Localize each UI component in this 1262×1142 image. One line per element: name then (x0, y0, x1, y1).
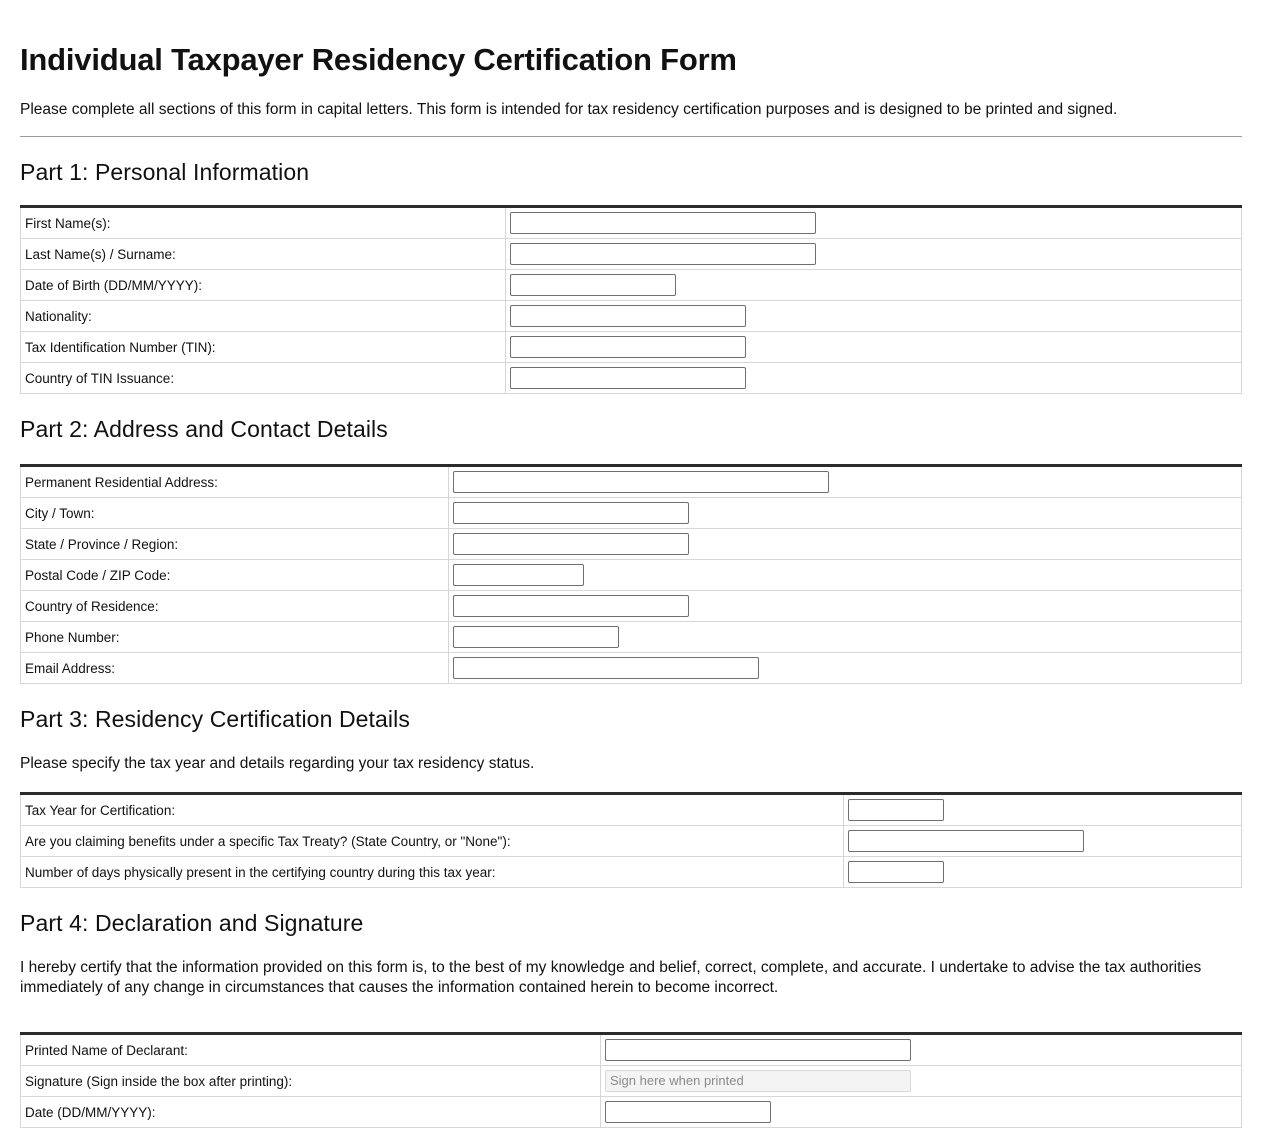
signature-box[interactable]: Sign here when printed (605, 1070, 911, 1092)
part3-intro: Please specify the tax year and details regarding your tax residency status. (20, 755, 535, 772)
dob-label: Date of Birth (DD/MM/YYYY): (21, 270, 506, 301)
table-row (21, 363, 1242, 394)
postal-code-input[interactable] (453, 564, 584, 586)
table-row (21, 1066, 1242, 1097)
address-input[interactable] (453, 471, 829, 493)
state-label: State / Province / Region: (21, 529, 449, 560)
address-label: Permanent Residential Address: (21, 466, 449, 498)
days-present-label: Number of days physically present in the certifying country during this tax year: (21, 857, 844, 888)
table-row (21, 591, 1242, 622)
tin-label: Tax Identification Number (TIN): (21, 332, 506, 363)
table-row (21, 794, 1242, 826)
postal-code-label: Postal Code / ZIP Code: (21, 560, 449, 591)
sign-date-input[interactable] (605, 1101, 771, 1123)
last-name-label: Last Name(s) / Surname: (21, 239, 506, 270)
intro-text: Please complete all sections of this form in capital letters. This form is intended for tax residency certification purposes and is designed to be printed and signed. (20, 101, 1118, 118)
email-label: Email Address: (21, 653, 449, 684)
phone-input[interactable] (453, 626, 619, 648)
nationality-input[interactable] (510, 305, 746, 327)
email-input[interactable] (453, 657, 759, 679)
signature-table (20, 1032, 1242, 1128)
tax-year-input[interactable] (848, 799, 944, 821)
country-residence-label: Country of Residence: (21, 591, 449, 622)
residency-details-table (20, 792, 1242, 888)
tin-country-label: Country of TIN Issuance: (21, 363, 506, 394)
declarant-name-label: Printed Name of Declarant: (21, 1034, 601, 1066)
table-row (21, 529, 1242, 560)
table-row (21, 622, 1242, 653)
dob-input[interactable] (510, 274, 676, 296)
city-label: City / Town: (21, 498, 449, 529)
table-row (21, 857, 1242, 888)
table-row (21, 498, 1242, 529)
part1-heading: Part 1: Personal Information (20, 159, 310, 185)
part4-heading: Part 4: Declaration and Signature (20, 910, 364, 936)
page-title: Individual Taxpayer Residency Certification Form (20, 42, 737, 77)
nationality-label: Nationality: (21, 301, 506, 332)
table-row (21, 466, 1242, 498)
state-input[interactable] (453, 533, 689, 555)
table-row (21, 1034, 1242, 1066)
table-row (21, 239, 1242, 270)
table-row (21, 301, 1242, 332)
signature-label: Signature (Sign inside the box after printing): (21, 1066, 601, 1097)
tin-input[interactable] (510, 336, 746, 358)
first-name-input[interactable] (510, 212, 816, 234)
country-residence-input[interactable] (453, 595, 689, 617)
table-row (21, 332, 1242, 363)
tax-treaty-input[interactable] (848, 830, 1084, 852)
part3-heading: Part 3: Residency Certification Details (20, 706, 410, 732)
declaration-text: I hereby certify that the information provided on this form is, to the best of my knowledge and belief, correct, complete, and accurate. I undertake to advise the tax authorities immediately of any change in circumstances that causes the information contained herein to become incorrect. (20, 959, 1202, 996)
address-contact-table (20, 464, 1242, 684)
tin-country-input[interactable] (510, 367, 746, 389)
tax-treaty-label: Are you claiming benefits under a specific Tax Treaty? (State Country, or "None"): (21, 826, 844, 857)
table-row (21, 207, 1242, 239)
sign-date-label: Date (DD/MM/YYYY): (21, 1097, 601, 1128)
tax-year-label: Tax Year for Certification: (21, 794, 844, 826)
table-row (21, 826, 1242, 857)
part2-heading: Part 2: Address and Contact Details (20, 416, 388, 442)
table-row (21, 1097, 1242, 1128)
personal-info-table (20, 205, 1242, 394)
table-row (21, 270, 1242, 301)
first-name-label: First Name(s): (21, 207, 506, 239)
declarant-name-input[interactable] (605, 1039, 911, 1061)
days-present-input[interactable] (848, 861, 944, 883)
phone-label: Phone Number: (21, 622, 449, 653)
table-row (21, 653, 1242, 684)
table-row (21, 560, 1242, 591)
last-name-input[interactable] (510, 243, 816, 265)
city-input[interactable] (453, 502, 689, 524)
